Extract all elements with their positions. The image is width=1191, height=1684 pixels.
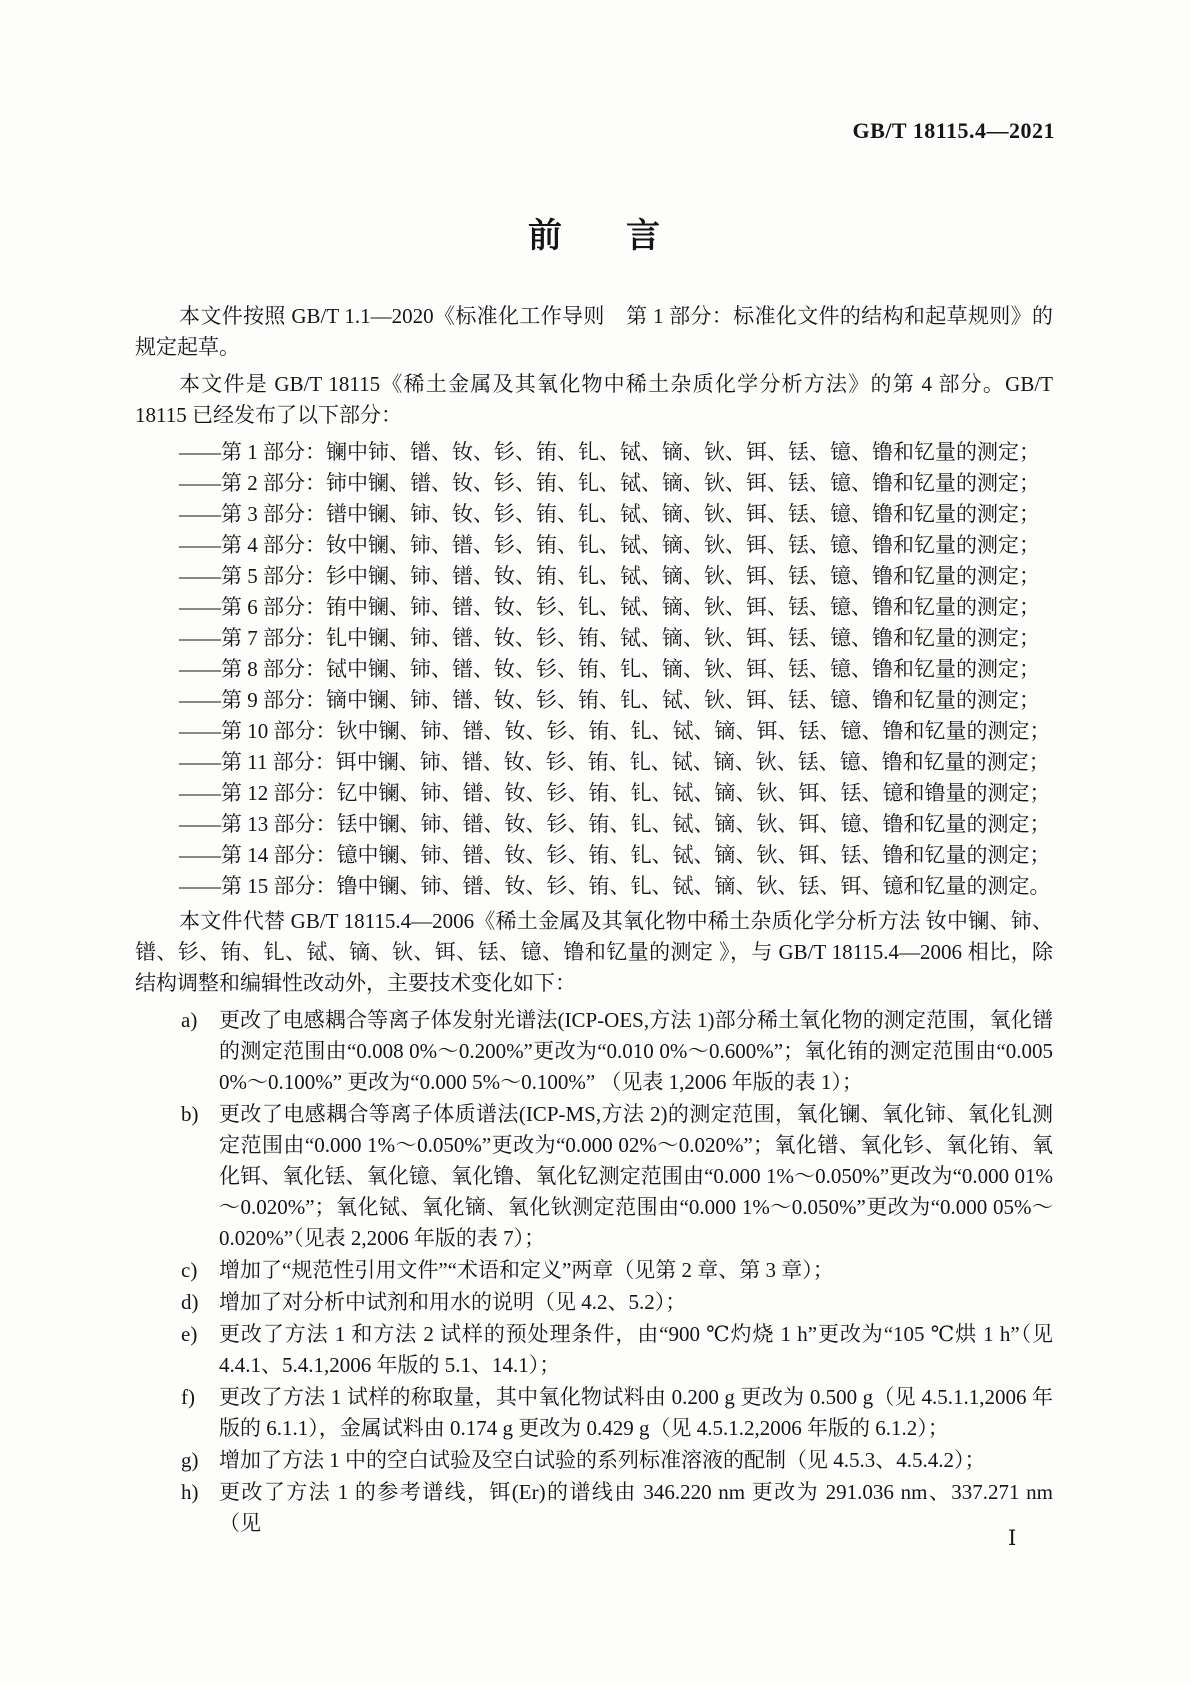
- part-item-1: ——第 1 部分：镧中铈、镨、钕、钐、铕、钆、铽、镝、钬、铒、铥、镱、镥和钇量的测定；: [179, 440, 1040, 464]
- change-item-b: [135, 1099, 1053, 1254]
- change-text-a: 更改了电感耦合等离子体发射光谱法(ICP-OES,方法 1)部分稀土氧化物的测定范围，氧化镨的测定范围由“0.008 0%～0.200%”更改为“0.010 0%～0.600%”；氧化铕的测定范围由“0.005 0%～0.100%” 更改为“0.000 5%～0.100%” （见表 1,2006 年版的表 1）；: [219, 1008, 1053, 1094]
- change-text-g: 增加了方法 1 中的空白试验及空白试验的系列标准溶液的配制（见 4.5.3、4.5.4.2）；: [219, 1448, 986, 1472]
- part-item-7: ——第 7 部分：钆中镧、铈、镨、钕、钐、铕、铽、镝、钬、铒、铥、镱、镥和钇量的测定；: [179, 626, 1040, 650]
- change-label-g: g): [181, 1448, 199, 1472]
- part-item-5: ——第 5 部分：钐中镧、铈、镨、钕、铕、钆、铽、镝、钬、铒、铥、镱、镥和钇量的测定；: [179, 564, 1040, 588]
- change-text-e: 更改了方法 1 和方法 2 试样的预处理条件，由“900 ℃灼烧 1 h”更改为“105 ℃烘 1 h”（见 4.4.1、5.4.1,2006 年版的 5.1、14.1）；: [219, 1322, 1053, 1377]
- part-item-9: ——第 9 部分：镝中镧、铈、镨、钕、钐、铕、钆、铽、钬、铒、铥、镱、镥和钇量的测定；: [179, 688, 1040, 712]
- part-item-2: ——第 2 部分：铈中镧、镨、钕、钐、铕、钆、铽、镝、钬、铒、铥、镱、镥和钇量的测定；: [179, 471, 1040, 495]
- page-number: Ⅰ: [1008, 1526, 1017, 1550]
- replacement-paragraph: 本文件代替 GB/T 18115.4—2006《稀土金属及其氧化物中稀土杂质化学分析方法 钕中镧、铈、镨、钐、铕、钆、铽、镝、钬、铒、铥、镱、镥和钇量的测定 》，与 GB/T 18115.4—2006 相比，除结构调整和编辑性改动外，主要技术变化如下：: [135, 909, 1053, 995]
- part-item-10: ——第 10 部分：钬中镧、铈、镨、钕、钐、铕、钆、铽、镝、铒、铥、镱、镥和钇量的测定；: [179, 719, 1051, 743]
- changes-list: [135, 1005, 1053, 1539]
- foreword-body: [135, 301, 1053, 1540]
- standard-number: GB/T 18115.4—2021: [852, 118, 1055, 143]
- part-item-3: ——第 3 部分：镨中镧、铈、钕、钐、铕、钆、铽、镝、钬、铒、铥、镱、镥和钇量的测定；: [179, 502, 1040, 526]
- change-label-a: a): [181, 1008, 198, 1032]
- change-item-h: [135, 1477, 1053, 1539]
- change-label-h: h): [181, 1480, 199, 1504]
- part-item-14: ——第 14 部分：镱中镧、铈、镨、钕、钐、铕、钆、铽、镝、钬、铒、铥、镥和钇量的测定；: [179, 843, 1051, 867]
- part-item-11: ——第 11 部分：铒中镧、铈、镨、钕、钐、铕、钆、铽、镝、钬、铥、镱、镥和钇量的测定；: [179, 750, 1050, 774]
- title-char-qian: 前: [528, 217, 562, 255]
- part-item-6: ——第 6 部分：铕中镧、铈、镨、钕、钐、钆、铽、镝、钬、铒、铥、镱、镥和钇量的测定；: [179, 595, 1040, 619]
- change-label-b: b): [181, 1102, 199, 1126]
- parts-list: [135, 437, 1053, 902]
- change-item-g: [135, 1445, 1053, 1476]
- change-text-h: 更改了方法 1 的参考谱线，铒(Er)的谱线由 346.220 nm 更改为 291.036 nm、337.271 nm （见: [219, 1480, 1053, 1535]
- change-text-f: 更改了方法 1 试样的称取量，其中氧化物试料由 0.200 g 更改为 0.500 g（见 4.5.1.1,2006 年版的 6.1.1），金属试料由 0.174 g 更改为 0.429 g（见 4.5.1.2,2006 年版的 6.1.2）；: [219, 1385, 1053, 1440]
- change-item-f: [135, 1382, 1053, 1444]
- change-item-e: [135, 1319, 1053, 1381]
- part-item-12: ——第 12 部分：钇中镧、铈、镨、钕、钐、铕、钆、铽、镝、钬、铒、铥、镱和镥量的测定；: [179, 781, 1051, 805]
- part-item-15: ——第 15 部分：镥中镧、铈、镨、钕、钐、铕、钆、铽、镝、钬、铥、铒、镱和钇量的测定。: [179, 874, 1051, 898]
- change-item-a: [135, 1005, 1053, 1098]
- change-label-f: f): [181, 1385, 195, 1409]
- change-item-d: [135, 1287, 1053, 1318]
- change-label-e: e): [181, 1322, 198, 1346]
- change-item-c: [135, 1255, 1053, 1286]
- part-item-4: ——第 4 部分：钕中镧、铈、镨、钐、铕、钆、铽、镝、钬、铒、铥、镱、镥和钇量的测定；: [179, 533, 1040, 557]
- change-text-b: 更改了电感耦合等离子体质谱法(ICP-MS,方法 2)的测定范围，氧化镧、氧化铈、氧化钆测定范围由“0.000 1%～0.050%”更改为“0.000 02%～0.020%”；氧化镨、氧化钐、氧化铕、氧化铒、氧化铥、氧化镱、氧化镥、氧化钇测定范围由“0.000 1%～0.050%”更改为“0.000 01%～0.020%”；氧化铽、氧化镝、氧化钬测定范围由“0.000 1%～0.050%”更改为“0.000 05%～0.020%”（见表 2,2006 年版的表 7）；: [219, 1102, 1053, 1250]
- part-item-13: ——第 13 部分：铥中镧、铈、镨、钕、钐、铕、钆、铽、镝、钬、铒、镱、镥和钇量的测定；: [179, 812, 1051, 836]
- change-label-d: d): [181, 1290, 199, 1314]
- intro-paragraph-1: 本文件按照 GB/T 1.1—2020《标准化工作导则 第 1 部分：标准化文件的结构和起草规则》的规定起草。: [135, 304, 1053, 359]
- change-text-c: 增加了“规范性引用文件”“术语和定义”两章（见第 2 章、第 3 章）；: [219, 1258, 834, 1282]
- change-label-c: c): [181, 1258, 198, 1282]
- intro-paragraph-2: 本文件是 GB/T 18115《稀土金属及其氧化物中稀土杂质化学分析方法》的第 4 部分。GB/T 18115 已经发布了以下部分：: [135, 372, 1053, 427]
- page-title: [135, 208, 1053, 257]
- part-item-8: ——第 8 部分：铽中镧、铈、镨、钕、钐、铕、钆、镝、钬、铒、铥、镱、镥和钇量的测定；: [179, 657, 1040, 681]
- change-text-d: 增加了对分析中试剂和用水的说明（见 4.2、5.2）；: [219, 1290, 687, 1314]
- title-char-yan: 言: [626, 217, 660, 255]
